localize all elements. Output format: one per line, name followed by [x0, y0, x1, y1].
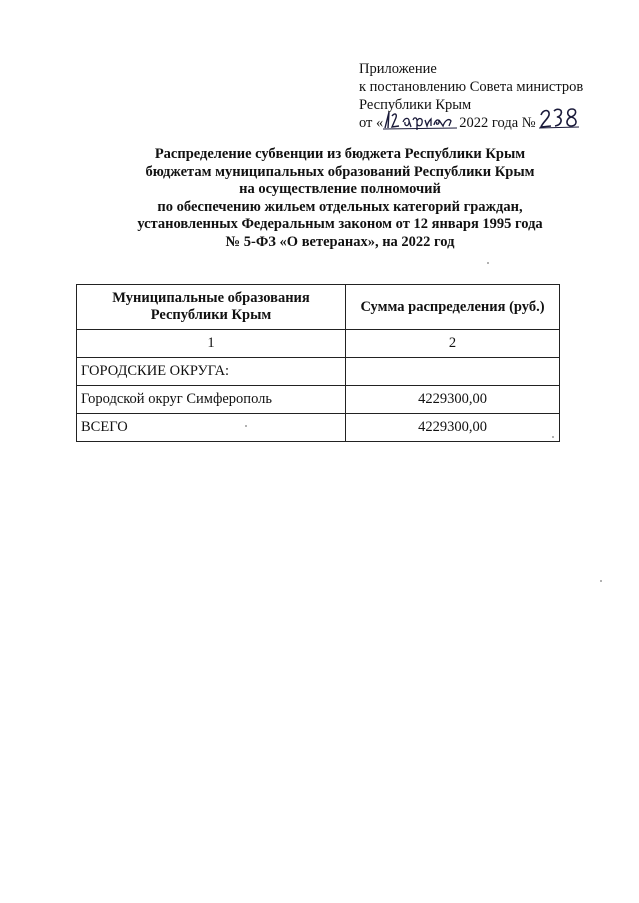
title-line-5: установленных Федеральным законом от 12 января 1995 года — [137, 216, 543, 232]
distribution-table — [76, 284, 560, 442]
date-prefix: от « — [359, 115, 384, 131]
row-name: Городской округ Симферополь — [77, 386, 346, 414]
document-title — [80, 146, 600, 251]
table-row-total — [77, 414, 560, 442]
handwritten-date-signature-icon — [383, 108, 459, 130]
scan-speck — [487, 262, 489, 264]
appendix-title: Приложение — [359, 61, 437, 77]
header-municipalities-line1: Муниципальные образования — [112, 290, 310, 306]
table-header-row — [77, 285, 560, 330]
date-suffix: 2022 года № — [459, 115, 536, 131]
appendix-resolution: к постановлению Совета министров — [359, 79, 584, 95]
title-line-3: на осуществление полномочий — [239, 181, 441, 197]
appendix-date-line — [359, 114, 629, 132]
scan-speck — [245, 425, 247, 427]
row-name: ГОРОДСКИЕ ОКРУГА: — [77, 358, 346, 386]
row-amount: 4229300,00 — [346, 386, 560, 414]
scan-speck — [600, 580, 602, 582]
title-line-6: № 5-ФЗ «О ветеранах», на 2022 год — [225, 233, 455, 250]
row-amount: 4229300,00 — [346, 414, 560, 442]
title-line-4: по обеспечению жильем отдельных категорий граждан, — [157, 198, 523, 215]
appendix-block — [359, 60, 629, 132]
handwritten-number — [539, 114, 581, 132]
table-row — [77, 386, 560, 414]
title-line-2: бюджетам муниципальных образований Республики Крым — [145, 163, 535, 180]
column-number-2: 2 — [346, 330, 560, 358]
appendix-republic: Республики Крым — [359, 97, 472, 113]
handwritten-date-text — [383, 132, 384, 133]
header-municipalities-line2: Республики Крым — [150, 307, 272, 323]
table-row — [77, 358, 560, 386]
title-line-1: Распределение субвенции из бюджета Республики Крым — [154, 146, 526, 162]
header-amount: Сумма распределения (руб.) — [346, 285, 560, 330]
handwritten-number-signature-icon — [539, 106, 581, 130]
row-name: ВСЕГО — [77, 414, 346, 442]
scan-speck — [552, 436, 554, 438]
table-numbering-row — [77, 330, 560, 358]
column-number-1: 1 — [77, 330, 346, 358]
header-municipalities — [77, 285, 346, 330]
row-amount — [346, 358, 560, 386]
